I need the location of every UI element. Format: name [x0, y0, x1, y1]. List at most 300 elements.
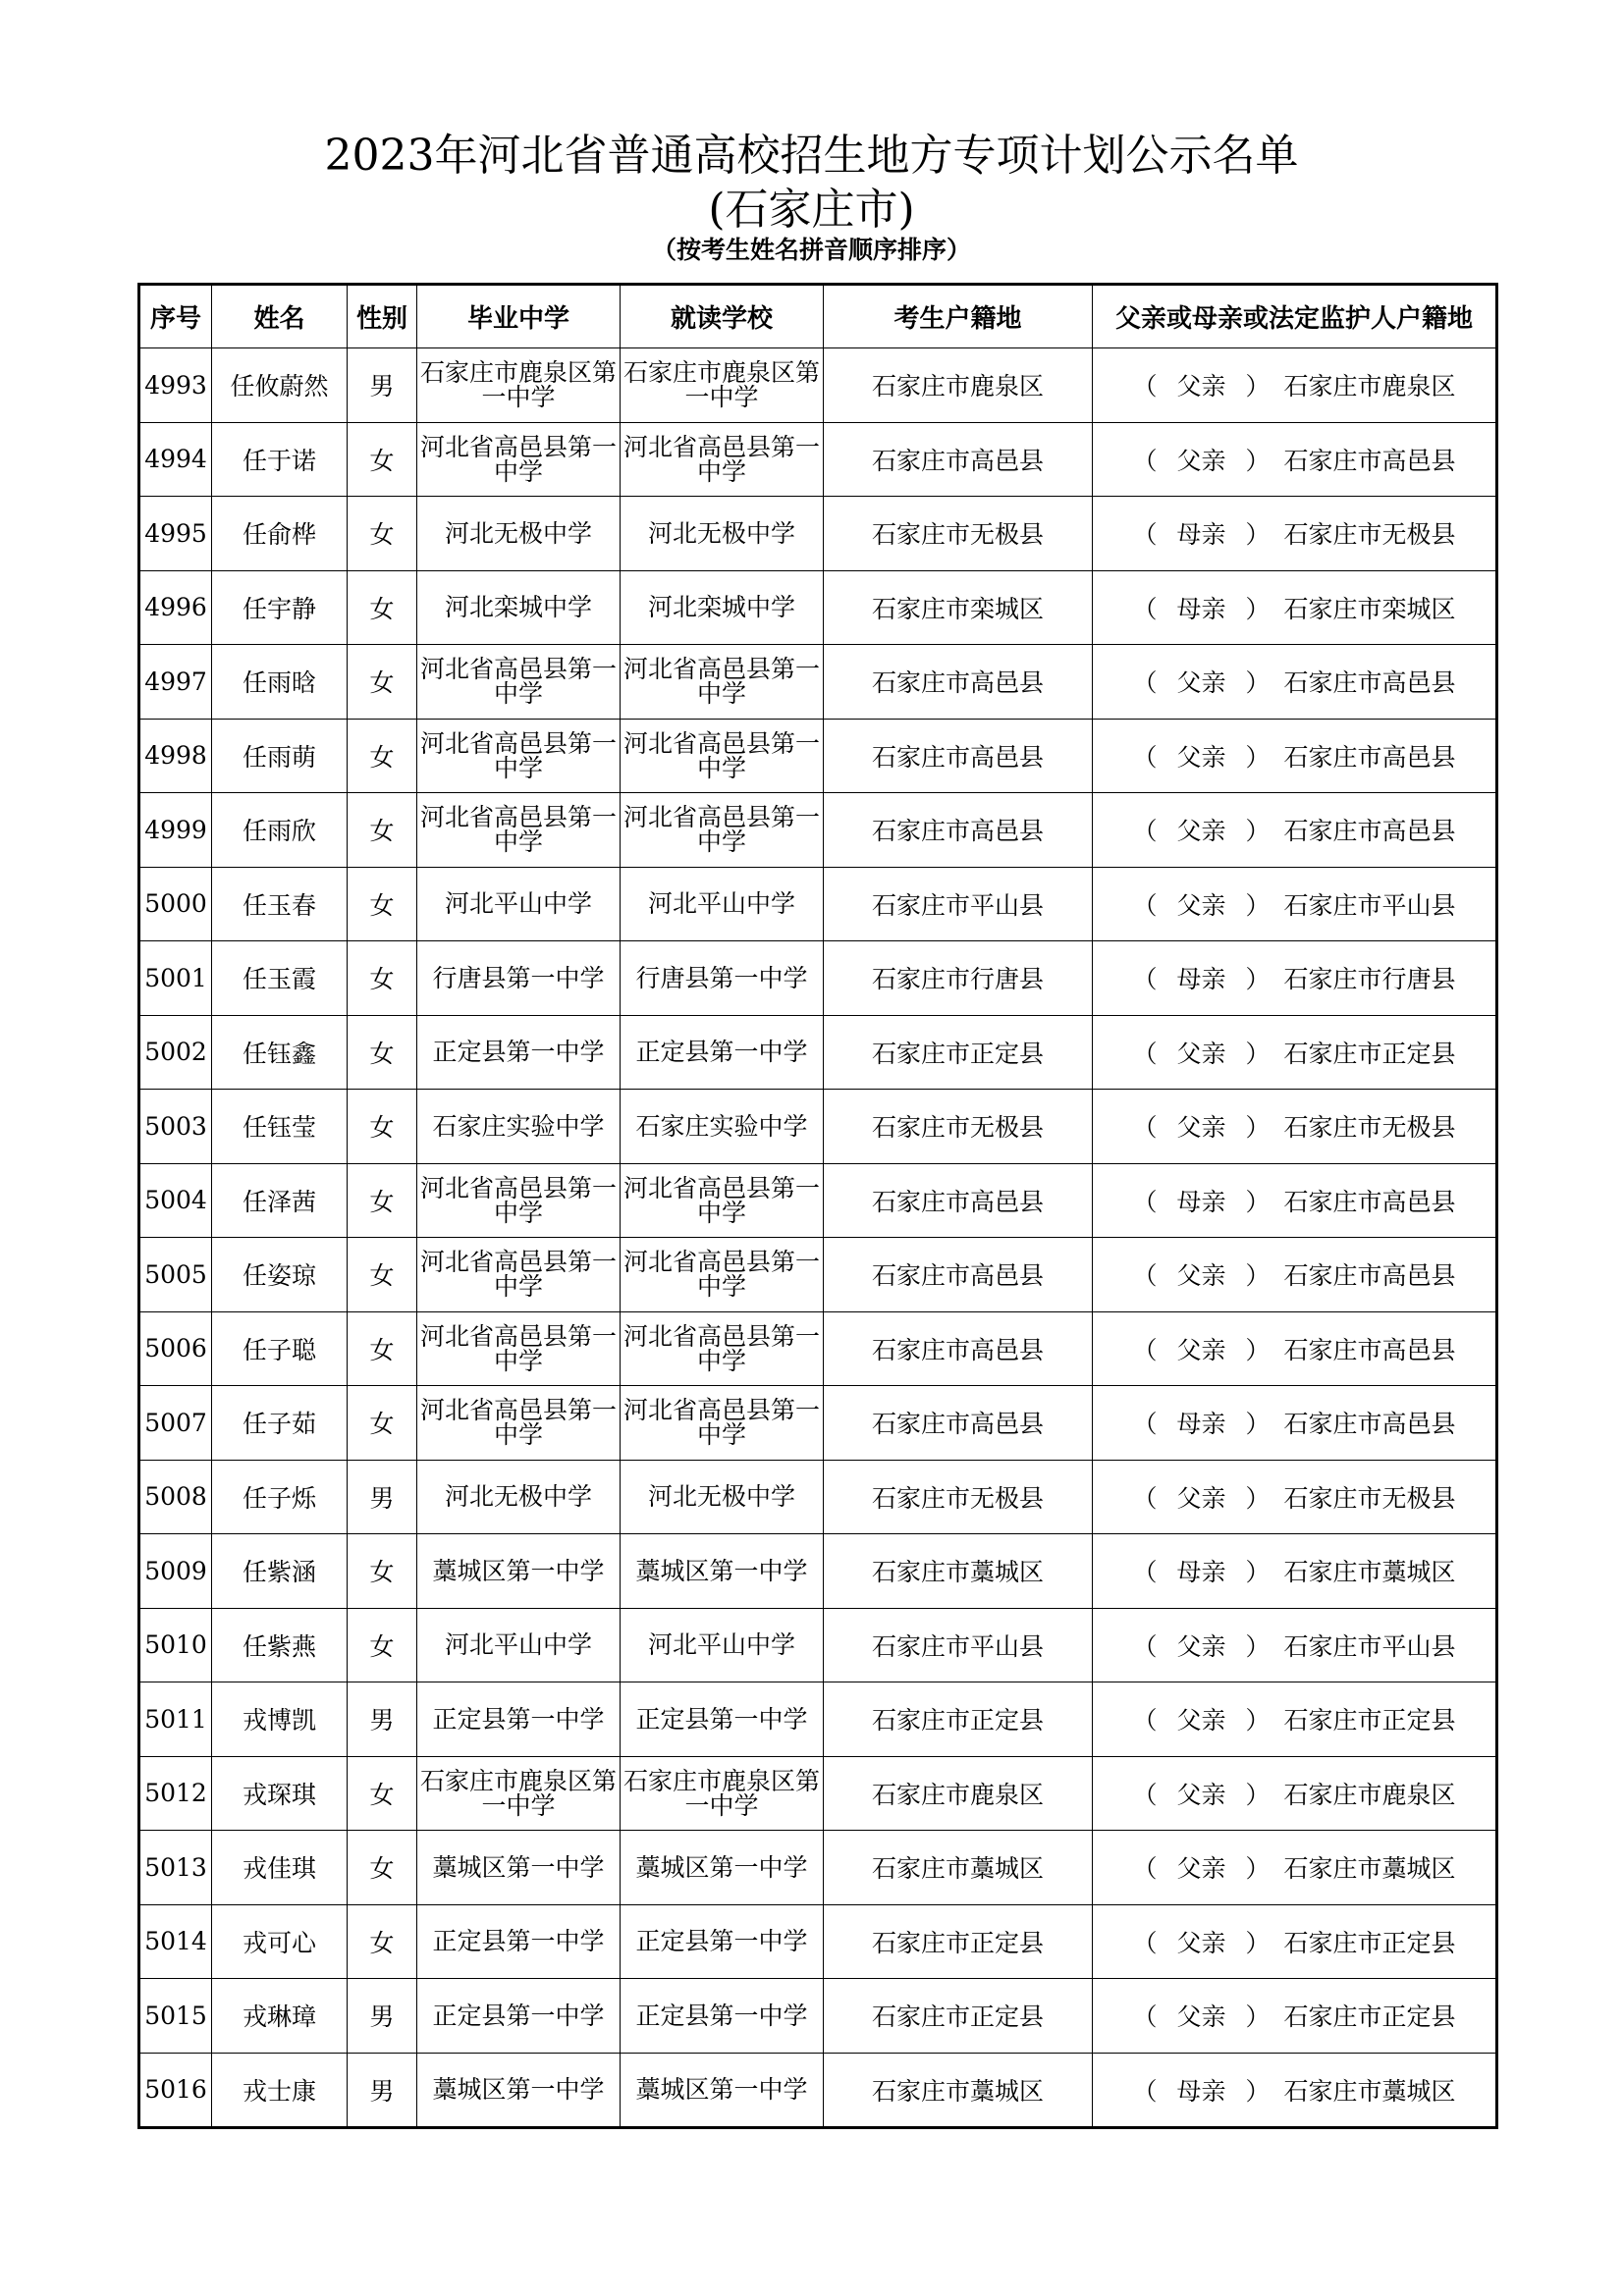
cell-name: 任姿琼 — [212, 1238, 348, 1312]
guardian-close-paren: ） — [1245, 520, 1271, 550]
cell-sex: 女 — [348, 719, 417, 793]
cell-grad-school: 正定县第一中学 — [417, 1904, 621, 1979]
cell-household: 石家庄市正定县 — [824, 1904, 1093, 1979]
guardian-relation: 父亲 — [1176, 1706, 1226, 1735]
guardian-close-paren: ） — [1245, 742, 1271, 772]
guardian-open-paren: （ — [1132, 1410, 1158, 1439]
guardian-relation: 父亲 — [1176, 1039, 1226, 1068]
guardian-close-paren: ） — [1245, 1854, 1271, 1884]
cell-grad-school: 石家庄市鹿泉区第一中学 — [417, 1756, 621, 1831]
guardian-place: 石家庄市无极县 — [1283, 520, 1456, 550]
cell-name: 任俞桦 — [212, 497, 348, 571]
col-header-name: 姓名 — [212, 285, 348, 348]
guardian-open-paren: （ — [1132, 1113, 1158, 1143]
cell-guardian-household — [1093, 2053, 1497, 2128]
guardian-close-paren: ） — [1245, 2002, 1271, 2032]
guardian-relation: 父亲 — [1176, 2002, 1226, 2032]
guardian-relation: 母亲 — [1176, 2076, 1226, 2106]
guardian-place: 石家庄市高邑县 — [1283, 1261, 1456, 1291]
guardian-relation: 父亲 — [1176, 446, 1226, 475]
guardian-close-paren: ） — [1245, 1261, 1271, 1291]
cell-sex: 女 — [348, 1756, 417, 1831]
guardian-place: 石家庄市正定县 — [1283, 2002, 1456, 2032]
cell-name: 任子聪 — [212, 1311, 348, 1386]
guardian-relation: 母亲 — [1176, 594, 1226, 623]
guardian-open-paren: （ — [1132, 965, 1158, 994]
cell-no: 4998 — [139, 719, 212, 793]
cell-no: 5015 — [139, 1979, 212, 2054]
cell-guardian-household — [1093, 1311, 1497, 1386]
cell-name: 戎博凯 — [212, 1682, 348, 1757]
guardian-relation: 父亲 — [1176, 1113, 1226, 1143]
cell-name: 任于诺 — [212, 422, 348, 497]
guardian-close-paren: ） — [1245, 1335, 1271, 1364]
cell-current-school: 河北省高邑县第一中学 — [621, 645, 824, 720]
cell-household: 石家庄市鹿泉区 — [824, 1756, 1093, 1831]
cell-household: 石家庄市平山县 — [824, 867, 1093, 941]
table-row — [139, 867, 1497, 941]
cell-grad-school: 行唐县第一中学 — [417, 941, 621, 1016]
cell-grad-school: 河北平山中学 — [417, 1608, 621, 1682]
table-row — [139, 1534, 1497, 1609]
guardian-place: 石家庄市无极县 — [1283, 1113, 1456, 1143]
cell-household: 石家庄市高邑县 — [824, 719, 1093, 793]
cell-current-school: 河北省高邑县第一中学 — [621, 1386, 824, 1461]
guardian-relation: 父亲 — [1176, 817, 1226, 846]
cell-household: 石家庄市栾城区 — [824, 570, 1093, 645]
cell-grad-school: 石家庄实验中学 — [417, 1090, 621, 1164]
cell-sex: 女 — [348, 422, 417, 497]
guardian-relation: 母亲 — [1176, 520, 1226, 550]
cell-grad-school: 河北省高邑县第一中学 — [417, 1163, 621, 1238]
cell-name: 任钰莹 — [212, 1090, 348, 1164]
cell-no: 4995 — [139, 497, 212, 571]
cell-name: 戎士康 — [212, 2053, 348, 2128]
cell-name: 任钰鑫 — [212, 1015, 348, 1090]
guardian-open-paren: （ — [1132, 2002, 1158, 2032]
guardian-open-paren: （ — [1132, 372, 1158, 401]
table-row — [139, 1608, 1497, 1682]
guardian-relation: 母亲 — [1176, 1187, 1226, 1216]
guardian-relation: 父亲 — [1176, 372, 1226, 401]
cell-no: 4994 — [139, 422, 212, 497]
cell-name: 戎佳琪 — [212, 1831, 348, 1905]
cell-current-school: 河北省高邑县第一中学 — [621, 719, 824, 793]
guardian-close-paren: ） — [1245, 965, 1271, 994]
guardian-place: 石家庄市正定县 — [1283, 1039, 1456, 1068]
table-row — [139, 1090, 1497, 1164]
table-row — [139, 570, 1497, 645]
cell-guardian-household — [1093, 570, 1497, 645]
col-header-guardian-household: 父亲或母亲或法定监护人户籍地 — [1093, 285, 1497, 348]
guardian-open-paren: （ — [1132, 1706, 1158, 1735]
cell-current-school: 正定县第一中学 — [621, 1015, 824, 1090]
cell-grad-school: 河北省高邑县第一中学 — [417, 793, 621, 868]
cell-household: 石家庄市平山县 — [824, 1608, 1093, 1682]
cell-sex: 女 — [348, 941, 417, 1016]
guardian-open-paren: （ — [1132, 817, 1158, 846]
cell-guardian-household — [1093, 1163, 1497, 1238]
table-row — [139, 1238, 1497, 1312]
cell-no: 5002 — [139, 1015, 212, 1090]
cell-grad-school: 河北省高邑县第一中学 — [417, 1311, 621, 1386]
student-roster-table — [137, 283, 1498, 2129]
table-row — [139, 941, 1497, 1016]
cell-sex: 女 — [348, 1163, 417, 1238]
guardian-relation: 父亲 — [1176, 742, 1226, 772]
guardian-close-paren: ） — [1245, 594, 1271, 623]
guardian-close-paren: ） — [1245, 2076, 1271, 2106]
cell-name: 任泽茜 — [212, 1163, 348, 1238]
cell-name: 任玉霞 — [212, 941, 348, 1016]
cell-household: 石家庄市无极县 — [824, 497, 1093, 571]
cell-household: 石家庄市高邑县 — [824, 645, 1093, 720]
guardian-open-paren: （ — [1132, 1039, 1158, 1068]
cell-guardian-household — [1093, 793, 1497, 868]
cell-no: 5013 — [139, 1831, 212, 1905]
cell-grad-school: 正定县第一中学 — [417, 1682, 621, 1757]
cell-household: 石家庄市藁城区 — [824, 1831, 1093, 1905]
guardian-relation: 母亲 — [1176, 1558, 1226, 1587]
cell-current-school: 行唐县第一中学 — [621, 941, 824, 1016]
cell-sex: 男 — [348, 348, 417, 423]
cell-guardian-household — [1093, 867, 1497, 941]
cell-household: 石家庄市正定县 — [824, 1015, 1093, 1090]
cell-name: 任玉春 — [212, 867, 348, 941]
guardian-open-paren: （ — [1132, 1187, 1158, 1216]
guardian-close-paren: ） — [1245, 1483, 1271, 1513]
cell-current-school: 石家庄实验中学 — [621, 1090, 824, 1164]
col-header-household: 考生户籍地 — [824, 285, 1093, 348]
cell-guardian-household — [1093, 1979, 1497, 2054]
cell-current-school: 藁城区第一中学 — [621, 1831, 824, 1905]
guardian-close-paren: ） — [1245, 1780, 1271, 1809]
cell-guardian-household — [1093, 1904, 1497, 1979]
cell-household: 石家庄市正定县 — [824, 1979, 1093, 2054]
cell-sex: 女 — [348, 1238, 417, 1312]
cell-no: 4993 — [139, 348, 212, 423]
guardian-open-paren: （ — [1132, 1631, 1158, 1661]
cell-guardian-household — [1093, 1682, 1497, 1757]
guardian-place: 石家庄市正定县 — [1283, 1706, 1456, 1735]
cell-grad-school: 藁城区第一中学 — [417, 1831, 621, 1905]
cell-household: 石家庄市藁城区 — [824, 2053, 1093, 2128]
guardian-close-paren: ） — [1245, 372, 1271, 401]
cell-guardian-household — [1093, 645, 1497, 720]
table-header-row — [139, 285, 1497, 348]
cell-sex: 女 — [348, 1386, 417, 1461]
cell-current-school: 河北省高邑县第一中学 — [621, 422, 824, 497]
cell-no: 5007 — [139, 1386, 212, 1461]
cell-sex: 女 — [348, 1831, 417, 1905]
guardian-close-paren: ） — [1245, 1928, 1271, 1957]
table-row — [139, 793, 1497, 868]
cell-household: 石家庄市高邑县 — [824, 422, 1093, 497]
cell-current-school: 藁城区第一中学 — [621, 2053, 824, 2128]
guardian-relation: 父亲 — [1176, 1483, 1226, 1513]
cell-sex: 女 — [348, 867, 417, 941]
guardian-open-paren: （ — [1132, 520, 1158, 550]
cell-guardian-household — [1093, 1015, 1497, 1090]
guardian-open-paren: （ — [1132, 1928, 1158, 1957]
cell-grad-school: 河北平山中学 — [417, 867, 621, 941]
guardian-open-paren: （ — [1132, 594, 1158, 623]
guardian-place: 石家庄市高邑县 — [1283, 1335, 1456, 1364]
cell-guardian-household — [1093, 1534, 1497, 1609]
table-row — [139, 1015, 1497, 1090]
table-row — [139, 1460, 1497, 1534]
cell-current-school: 河北省高邑县第一中学 — [621, 1311, 824, 1386]
guardian-open-paren: （ — [1132, 742, 1158, 772]
cell-name: 任雨萌 — [212, 719, 348, 793]
cell-household: 石家庄市高邑县 — [824, 1311, 1093, 1386]
guardian-close-paren: ） — [1245, 1558, 1271, 1587]
cell-current-school: 河北省高邑县第一中学 — [621, 793, 824, 868]
cell-no: 5010 — [139, 1608, 212, 1682]
guardian-open-paren: （ — [1132, 1261, 1158, 1291]
cell-grad-school: 河北省高邑县第一中学 — [417, 719, 621, 793]
page-title: 2023年河北省普通高校招生地方专项计划公示名单 — [324, 131, 1299, 181]
cell-name: 戎琳璋 — [212, 1979, 348, 2054]
cell-sex: 女 — [348, 645, 417, 720]
guardian-close-paren: ） — [1245, 817, 1271, 846]
cell-sex: 男 — [348, 1682, 417, 1757]
cell-grad-school: 正定县第一中学 — [417, 1015, 621, 1090]
cell-current-school: 河北平山中学 — [621, 867, 824, 941]
guardian-open-paren: （ — [1132, 1854, 1158, 1884]
guardian-relation: 父亲 — [1176, 668, 1226, 698]
guardian-relation: 母亲 — [1176, 965, 1226, 994]
cell-current-school: 河北平山中学 — [621, 1608, 824, 1682]
cell-name: 任紫燕 — [212, 1608, 348, 1682]
cell-household: 石家庄市藁城区 — [824, 1534, 1093, 1609]
guardian-relation: 母亲 — [1176, 1410, 1226, 1439]
cell-no: 5005 — [139, 1238, 212, 1312]
table-row — [139, 1386, 1497, 1461]
cell-name: 任攸蔚然 — [212, 348, 348, 423]
table-row — [139, 348, 1497, 423]
guardian-place: 石家庄市正定县 — [1283, 1928, 1456, 1957]
cell-sex: 女 — [348, 1534, 417, 1609]
table-row — [139, 1163, 1497, 1238]
guardian-place: 石家庄市高邑县 — [1283, 446, 1456, 475]
cell-household: 石家庄市高邑县 — [824, 1163, 1093, 1238]
guardian-close-paren: ） — [1245, 1706, 1271, 1735]
guardian-open-paren: （ — [1132, 1780, 1158, 1809]
cell-grad-school: 河北省高邑县第一中学 — [417, 1238, 621, 1312]
cell-sex: 男 — [348, 2053, 417, 2128]
cell-grad-school: 藁城区第一中学 — [417, 1534, 621, 1609]
cell-current-school: 正定县第一中学 — [621, 1904, 824, 1979]
table-row — [139, 1904, 1497, 1979]
cell-no: 5004 — [139, 1163, 212, 1238]
cell-grad-school: 正定县第一中学 — [417, 1979, 621, 2054]
guardian-close-paren: ） — [1245, 668, 1271, 698]
guardian-close-paren: ） — [1245, 1410, 1271, 1439]
cell-guardian-household — [1093, 719, 1497, 793]
cell-current-school: 正定县第一中学 — [621, 1682, 824, 1757]
cell-sex: 女 — [348, 1090, 417, 1164]
cell-guardian-household — [1093, 1831, 1497, 1905]
guardian-relation: 父亲 — [1176, 1335, 1226, 1364]
cell-grad-school: 河北无极中学 — [417, 1460, 621, 1534]
cell-guardian-household — [1093, 1386, 1497, 1461]
table-row — [139, 1831, 1497, 1905]
guardian-open-paren: （ — [1132, 890, 1158, 920]
cell-no: 5008 — [139, 1460, 212, 1534]
guardian-open-paren: （ — [1132, 1558, 1158, 1587]
cell-household: 石家庄市高邑县 — [824, 1238, 1093, 1312]
cell-grad-school: 河北省高邑县第一中学 — [417, 1386, 621, 1461]
cell-current-school: 河北无极中学 — [621, 497, 824, 571]
cell-no: 5001 — [139, 941, 212, 1016]
table-row — [139, 1979, 1497, 2054]
table-row — [139, 497, 1497, 571]
cell-grad-school: 河北栾城中学 — [417, 570, 621, 645]
col-header-current-school: 就读学校 — [621, 285, 824, 348]
guardian-close-paren: ） — [1245, 446, 1271, 475]
guardian-close-paren: ） — [1245, 1113, 1271, 1143]
cell-guardian-household — [1093, 1460, 1497, 1534]
cell-no: 5012 — [139, 1756, 212, 1831]
cell-name: 任子烁 — [212, 1460, 348, 1534]
cell-household: 石家庄市正定县 — [824, 1682, 1093, 1757]
guardian-place: 石家庄市鹿泉区 — [1283, 1780, 1456, 1809]
cell-sex: 女 — [348, 497, 417, 571]
col-header-sex: 性别 — [348, 285, 417, 348]
cell-name: 任紫涵 — [212, 1534, 348, 1609]
cell-sex: 女 — [348, 1904, 417, 1979]
page-subtitle: (石家庄市) — [708, 185, 915, 235]
table-body — [139, 348, 1497, 2128]
cell-sex: 女 — [348, 793, 417, 868]
guardian-place: 石家庄市平山县 — [1283, 1631, 1456, 1661]
cell-guardian-household — [1093, 1238, 1497, 1312]
guardian-place: 石家庄市无极县 — [1283, 1483, 1456, 1513]
cell-current-school: 石家庄市鹿泉区第一中学 — [621, 1756, 824, 1831]
cell-household: 石家庄市鹿泉区 — [824, 348, 1093, 423]
cell-grad-school: 河北省高邑县第一中学 — [417, 422, 621, 497]
cell-current-school: 石家庄市鹿泉区第一中学 — [621, 348, 824, 423]
guardian-relation: 父亲 — [1176, 1854, 1226, 1884]
cell-no: 5009 — [139, 1534, 212, 1609]
guardian-place: 石家庄市行唐县 — [1283, 965, 1456, 994]
cell-current-school: 河北无极中学 — [621, 1460, 824, 1534]
guardian-relation: 父亲 — [1176, 1631, 1226, 1661]
guardian-open-paren: （ — [1132, 1335, 1158, 1364]
cell-no: 4996 — [139, 570, 212, 645]
guardian-close-paren: ） — [1245, 890, 1271, 920]
cell-name: 戎琛琪 — [212, 1756, 348, 1831]
cell-current-school: 藁城区第一中学 — [621, 1534, 824, 1609]
cell-no: 5006 — [139, 1311, 212, 1386]
guardian-place: 石家庄市藁城区 — [1283, 2076, 1456, 2106]
cell-sex: 女 — [348, 570, 417, 645]
guardian-close-paren: ） — [1245, 1187, 1271, 1216]
guardian-place: 石家庄市高邑县 — [1283, 1187, 1456, 1216]
cell-current-school: 河北栾城中学 — [621, 570, 824, 645]
cell-no: 5014 — [139, 1904, 212, 1979]
guardian-place: 石家庄市高邑县 — [1283, 1410, 1456, 1439]
cell-guardian-household — [1093, 1608, 1497, 1682]
guardian-open-paren: （ — [1132, 668, 1158, 698]
cell-sex: 女 — [348, 1311, 417, 1386]
guardian-open-paren: （ — [1132, 2076, 1158, 2106]
table-row — [139, 422, 1497, 497]
cell-sex: 男 — [348, 1460, 417, 1534]
cell-current-school: 河北省高邑县第一中学 — [621, 1163, 824, 1238]
table-row — [139, 645, 1497, 720]
guardian-close-paren: ） — [1245, 1631, 1271, 1661]
guardian-relation: 父亲 — [1176, 1261, 1226, 1291]
guardian-open-paren: （ — [1132, 1483, 1158, 1513]
cell-name: 戎可心 — [212, 1904, 348, 1979]
table-row — [139, 1756, 1497, 1831]
cell-household: 石家庄市行唐县 — [824, 941, 1093, 1016]
table-row — [139, 719, 1497, 793]
cell-guardian-household — [1093, 422, 1497, 497]
cell-grad-school: 河北无极中学 — [417, 497, 621, 571]
table-row — [139, 2053, 1497, 2128]
guardian-relation: 父亲 — [1176, 890, 1226, 920]
cell-household: 石家庄市无极县 — [824, 1460, 1093, 1534]
guardian-place: 石家庄市平山县 — [1283, 890, 1456, 920]
cell-name: 任宇静 — [212, 570, 348, 645]
cell-guardian-household — [1093, 941, 1497, 1016]
cell-no: 5000 — [139, 867, 212, 941]
cell-guardian-household — [1093, 1756, 1497, 1831]
cell-guardian-household — [1093, 1090, 1497, 1164]
table-row — [139, 1682, 1497, 1757]
cell-guardian-household — [1093, 348, 1497, 423]
guardian-relation: 父亲 — [1176, 1928, 1226, 1957]
guardian-place: 石家庄市藁城区 — [1283, 1854, 1456, 1884]
cell-no: 4997 — [139, 645, 212, 720]
cell-grad-school: 河北省高邑县第一中学 — [417, 645, 621, 720]
col-header-grad-school: 毕业中学 — [417, 285, 621, 348]
cell-guardian-household — [1093, 497, 1497, 571]
guardian-place: 石家庄市栾城区 — [1283, 594, 1456, 623]
guardian-close-paren: ） — [1245, 1039, 1271, 1068]
cell-household: 石家庄市无极县 — [824, 1090, 1093, 1164]
cell-no: 4999 — [139, 793, 212, 868]
cell-grad-school: 藁城区第一中学 — [417, 2053, 621, 2128]
guardian-relation: 父亲 — [1176, 1780, 1226, 1809]
cell-current-school: 正定县第一中学 — [621, 1979, 824, 2054]
cell-no: 5011 — [139, 1682, 212, 1757]
guardian-open-paren: （ — [1132, 446, 1158, 475]
cell-sex: 女 — [348, 1015, 417, 1090]
guardian-place: 石家庄市鹿泉区 — [1283, 372, 1456, 401]
cell-current-school: 河北省高邑县第一中学 — [621, 1238, 824, 1312]
cell-household: 石家庄市高邑县 — [824, 1386, 1093, 1461]
cell-sex: 女 — [348, 1608, 417, 1682]
cell-name: 任雨晗 — [212, 645, 348, 720]
guardian-place: 石家庄市高邑县 — [1283, 817, 1456, 846]
guardian-place: 石家庄市高邑县 — [1283, 742, 1456, 772]
cell-no: 5016 — [139, 2053, 212, 2128]
cell-household: 石家庄市高邑县 — [824, 793, 1093, 868]
cell-grad-school: 石家庄市鹿泉区第一中学 — [417, 348, 621, 423]
cell-no: 5003 — [139, 1090, 212, 1164]
sort-note: （按考生姓名拼音顺序排序） — [651, 236, 971, 264]
guardian-place: 石家庄市藁城区 — [1283, 1558, 1456, 1587]
cell-sex: 男 — [348, 1979, 417, 2054]
table-row — [139, 1311, 1497, 1386]
cell-name: 任子茹 — [212, 1386, 348, 1461]
col-header-no: 序号 — [139, 285, 212, 348]
cell-name: 任雨欣 — [212, 793, 348, 868]
